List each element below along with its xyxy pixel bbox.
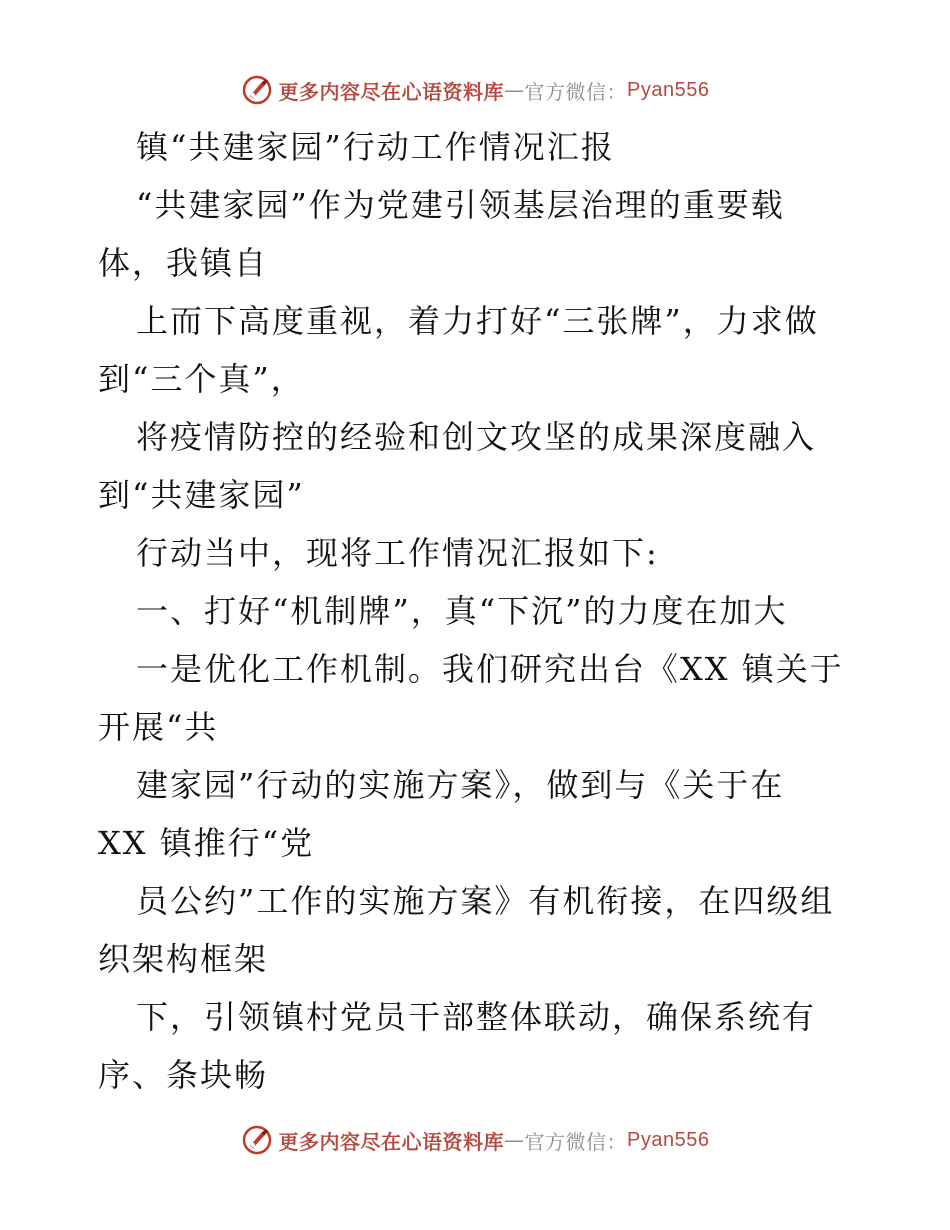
banner-official-label: 官方微信： [524,1129,628,1154]
paragraph-line: 开展“共 [98,708,219,746]
banner-dash: — [504,1128,525,1152]
quill-pen-logo-icon [241,74,273,106]
paragraph-line: 到“共建家园” [98,476,305,514]
banner-dash: — [504,78,525,102]
paragraph-line: 一是优化工作机制。我们研究出台《XX 镇关于 [136,650,844,688]
paragraph-line: 将疫情防控的经验和创文攻坚的成果深度融入 [136,418,817,456]
document-body [98,118,858,1104]
paragraph-line: 上而下高度重视，着力打好“三张牌”，力求做 [136,302,819,340]
header-banner [0,70,950,110]
section-heading: 一、打好“机制牌”，真“下沉”的力度在加大 [136,592,788,630]
banner-site-text: 更多内容尽在心语资料库 [278,1129,505,1154]
paragraph-line: XX 镇推行“党 [98,824,315,862]
paragraph-line: 体，我镇自 [98,244,269,282]
paragraph-line: 到“三个真”， [98,360,305,398]
quill-pen-logo-icon [241,1124,273,1156]
paragraph-line: 下，引领镇村党员干部整体联动，确保系统有 [136,998,817,1036]
banner-wechat-code: Pyan556 [627,1128,710,1151]
paragraph-line: 行动当中，现将工作情况汇报如下: [136,534,659,572]
paragraph-line: “共建家园”作为党建引领基层治理的重要载 [136,186,785,224]
paragraph-line: 织架构框架 [98,940,269,978]
document-title: 镇“共建家园”行动工作情况汇报 [136,128,615,166]
paragraph-line: 序、条块畅 [98,1056,269,1094]
paragraph-line: 建家园”行动的实施方案》，做到与《关于在 [136,766,785,804]
banner-official-label: 官方微信： [524,79,628,104]
banner-wechat-code: Pyan556 [627,78,710,101]
paragraph-line: 员公约”工作的实施方案》有机衔接，在四级组 [136,882,835,920]
footer-banner [0,1120,950,1160]
banner-site-text: 更多内容尽在心语资料库 [278,79,505,104]
